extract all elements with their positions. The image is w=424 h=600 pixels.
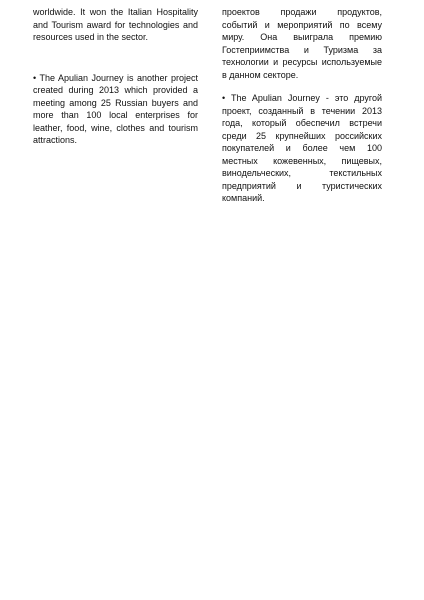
english-paragraph-apulian-journey: • The Apulian Journey is another project created during 2013 which provided a meeting among 25 Russian buyers and more than 100 local enterprises for leather, food, wine, clothes and tourism attractions. xyxy=(33,72,198,145)
russian-paragraph-award: проектов продажи продуктов, событий и мероприятий по всему миру. Она выиграла премию Гостеприимства и Туризма за технологии и ресурсы используемые в данном секторе. xyxy=(222,7,382,80)
russian-column xyxy=(222,6,382,205)
english-paragraph-award: worldwide. It won the Italian Hospitality and Tourism award for technologies and resources used in the sector. xyxy=(33,7,198,42)
russian-paragraph-apulian-journey: • The Apulian Journey - это другой проект, созданный в течении 2013 года, который обеспечил встречи среди 25 крупнейших российских покупателей и более чем 100 местных кожевенных, пищевых, винодельческих, текстильных предприятий и туристических компаний. xyxy=(222,93,382,203)
english-column xyxy=(33,6,198,147)
